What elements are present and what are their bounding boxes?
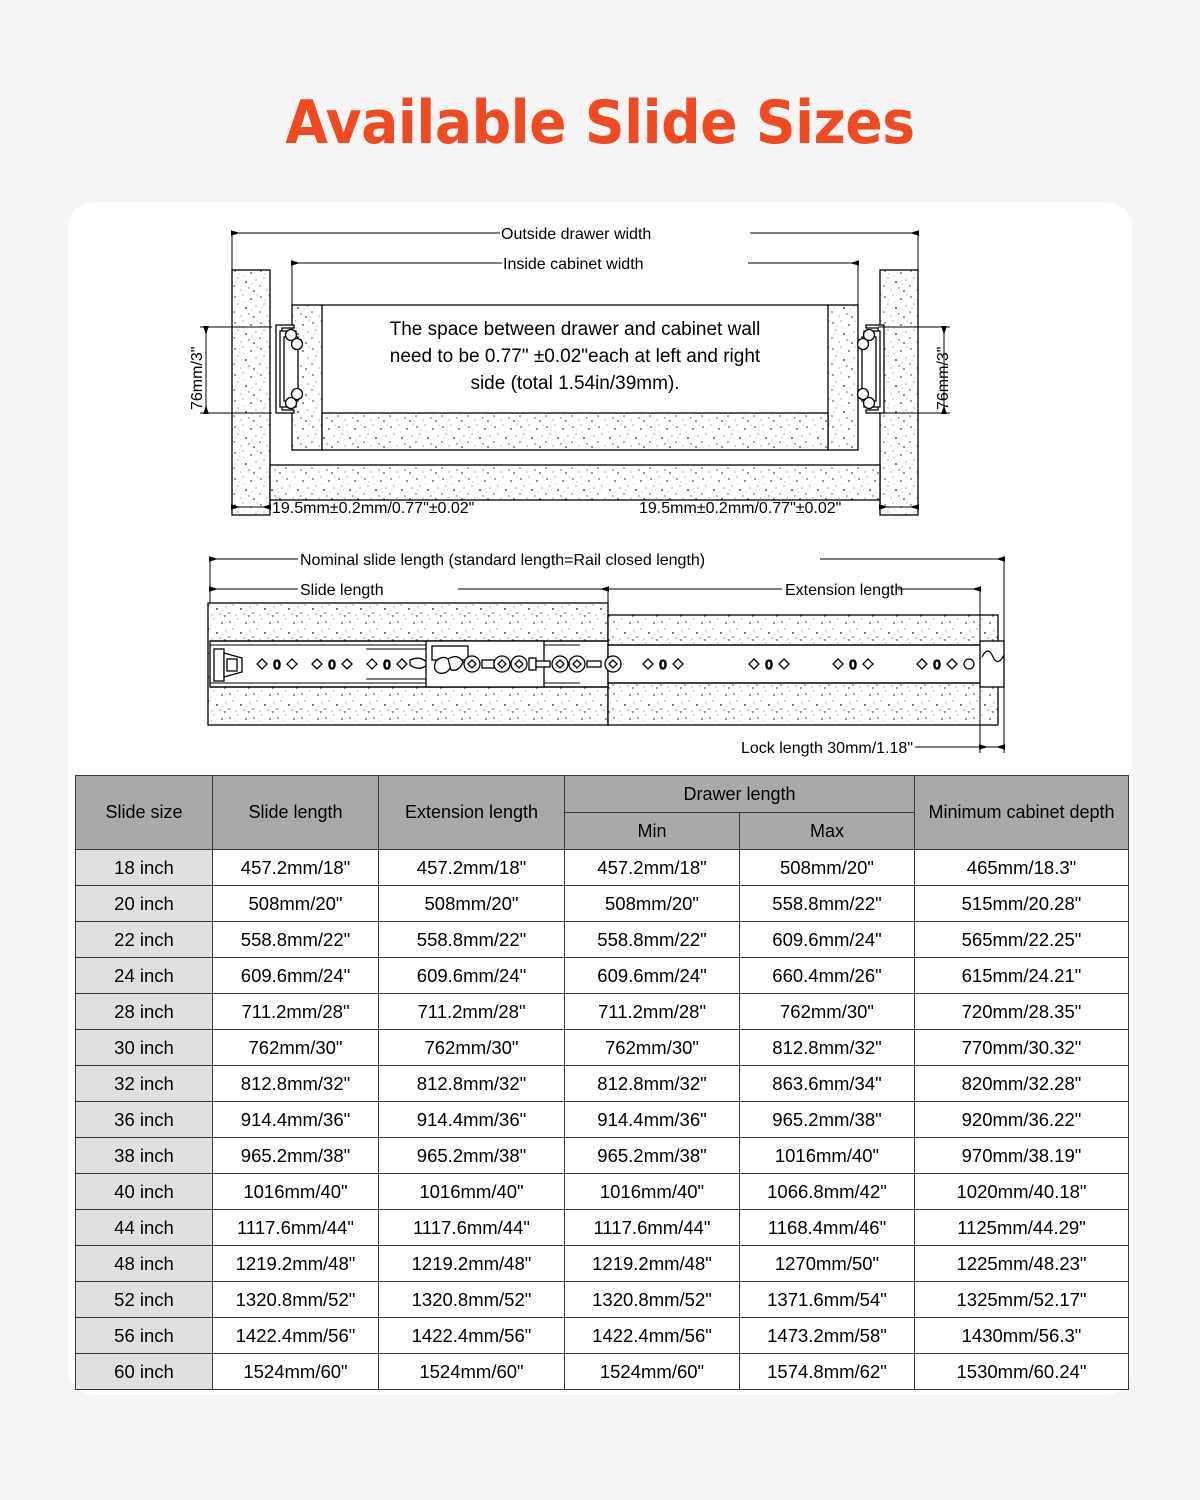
cell-drawer-length-max: 558.8mm/22" — [740, 886, 915, 922]
cell-slide-size: 60 inch — [76, 1354, 213, 1390]
cell-slide-size: 48 inch — [76, 1246, 213, 1282]
cell-minimum-cabinet-depth: 720mm/28.35" — [915, 994, 1129, 1030]
label-inside-cabinet-width: Inside cabinet width — [503, 256, 644, 273]
table-row — [76, 1102, 1129, 1138]
cell-drawer-length-max: 863.6mm/34" — [740, 1066, 915, 1102]
cell-extension-length: 457.2mm/18" — [379, 850, 565, 886]
cell-drawer-length-min: 457.2mm/18" — [565, 850, 740, 886]
cell-drawer-length-min: 609.6mm/24" — [565, 958, 740, 994]
table-row — [76, 1318, 1129, 1354]
label-nominal-slide-length: Nominal slide length (standard length=Rail closed length) — [300, 552, 706, 569]
cell-drawer-length-min: 812.8mm/32" — [565, 1066, 740, 1102]
cell-minimum-cabinet-depth: 920mm/36.22" — [915, 1102, 1129, 1138]
cell-slide-size: 18 inch — [76, 850, 213, 886]
cell-drawer-length-max: 609.6mm/24" — [740, 922, 915, 958]
svg-text:0: 0 — [659, 657, 667, 672]
cell-drawer-length-min: 1016mm/40" — [565, 1174, 740, 1210]
cell-slide-size: 24 inch — [76, 958, 213, 994]
cell-slide-size: 30 inch — [76, 1030, 213, 1066]
table-row — [76, 1138, 1129, 1174]
table-row — [76, 1210, 1129, 1246]
cell-slide-length: 1219.2mm/48" — [213, 1246, 379, 1282]
cell-drawer-length-max: 1270mm/50" — [740, 1246, 915, 1282]
label-slide-height-left: 76mm/3" — [189, 346, 206, 410]
cell-slide-length: 1016mm/40" — [213, 1174, 379, 1210]
cell-extension-length: 1422.4mm/56" — [379, 1318, 565, 1354]
cell-drawer-length-max: 1473.2mm/58" — [740, 1318, 915, 1354]
note-line-2: need to be 0.77" ±0.02"each at left and right — [389, 346, 761, 367]
cell-drawer-length-min: 1524mm/60" — [565, 1354, 740, 1390]
table-row — [76, 1174, 1129, 1210]
svg-text:0: 0 — [273, 657, 281, 672]
cell-slide-length: 1117.6mm/44" — [213, 1210, 379, 1246]
table-row — [76, 850, 1129, 886]
label-extension-length: Extension length — [785, 582, 904, 599]
cell-drawer-length-max: 508mm/20" — [740, 850, 915, 886]
svg-text:0: 0 — [383, 657, 391, 672]
cell-slide-length: 558.8mm/22" — [213, 922, 379, 958]
cell-extension-length: 1117.6mm/44" — [379, 1210, 565, 1246]
cell-drawer-length-min: 558.8mm/22" — [565, 922, 740, 958]
cell-minimum-cabinet-depth: 1530mm/60.24" — [915, 1354, 1129, 1390]
table-row — [76, 886, 1129, 922]
cell-minimum-cabinet-depth: 515mm/20.28" — [915, 886, 1129, 922]
cell-slide-length: 1320.8mm/52" — [213, 1282, 379, 1318]
col-header-slide-size: Slide size — [76, 776, 213, 850]
table-row — [76, 1030, 1129, 1066]
cell-drawer-length-min: 1422.4mm/56" — [565, 1318, 740, 1354]
cell-extension-length: 762mm/30" — [379, 1030, 565, 1066]
table-body — [76, 850, 1129, 1390]
cell-slide-length: 711.2mm/28" — [213, 994, 379, 1030]
table-head — [76, 776, 1129, 850]
cell-slide-length: 1524mm/60" — [213, 1354, 379, 1390]
cell-extension-length: 609.6mm/24" — [379, 958, 565, 994]
svg-text:0: 0 — [849, 657, 857, 672]
col-header-drawer-length: Drawer length — [565, 776, 915, 813]
cell-minimum-cabinet-depth: 1020mm/40.18" — [915, 1174, 1129, 1210]
cell-drawer-length-max: 1168.4mm/46" — [740, 1210, 915, 1246]
table-row — [76, 1246, 1129, 1282]
cell-extension-length: 914.4mm/36" — [379, 1102, 565, 1138]
cell-slide-size: 32 inch — [76, 1066, 213, 1102]
cell-slide-length: 762mm/30" — [213, 1030, 379, 1066]
svg-text:0: 0 — [765, 657, 773, 672]
cell-minimum-cabinet-depth: 1325mm/52.17" — [915, 1282, 1129, 1318]
cell-slide-size: 38 inch — [76, 1138, 213, 1174]
table-row — [76, 958, 1129, 994]
cell-extension-length: 812.8mm/32" — [379, 1066, 565, 1102]
cell-slide-length: 1422.4mm/56" — [213, 1318, 379, 1354]
cell-slide-length: 609.6mm/24" — [213, 958, 379, 994]
label-slide-length: Slide length — [300, 582, 384, 599]
cell-minimum-cabinet-depth: 465mm/18.3" — [915, 850, 1129, 886]
cell-slide-size: 40 inch — [76, 1174, 213, 1210]
cell-drawer-length-min: 1320.8mm/52" — [565, 1282, 740, 1318]
cell-drawer-length-max: 762mm/30" — [740, 994, 915, 1030]
svg-text:0: 0 — [933, 657, 941, 672]
col-header-drawer-length-max: Max — [740, 813, 915, 850]
table-row — [76, 994, 1129, 1030]
note-line-1: The space between drawer and cabinet wall — [389, 319, 761, 340]
cell-minimum-cabinet-depth: 565mm/22.25" — [915, 922, 1129, 958]
page-title: Available Slide Sizes — [285, 88, 915, 158]
cell-slide-size: 28 inch — [76, 994, 213, 1030]
cell-drawer-length-min: 508mm/20" — [565, 886, 740, 922]
cell-slide-length: 812.8mm/32" — [213, 1066, 379, 1102]
cell-slide-length: 508mm/20" — [213, 886, 379, 922]
cell-minimum-cabinet-depth: 1430mm/56.3" — [915, 1318, 1129, 1354]
col-header-slide-length: Slide length — [213, 776, 379, 850]
cell-drawer-length-min: 711.2mm/28" — [565, 994, 740, 1030]
label-clearance-left: 19.5mm±0.2mm/0.77"±0.02" — [272, 500, 475, 517]
cell-drawer-length-max: 965.2mm/38" — [740, 1102, 915, 1138]
cell-drawer-length-min: 1219.2mm/48" — [565, 1246, 740, 1282]
svg-text:0: 0 — [328, 657, 336, 672]
cell-slide-size: 36 inch — [76, 1102, 213, 1138]
cell-extension-length: 1016mm/40" — [379, 1174, 565, 1210]
drawer-cabinet-width-diagram — [180, 215, 1020, 525]
slide-size-specification-table — [75, 775, 1128, 1390]
cell-extension-length: 1524mm/60" — [379, 1354, 565, 1390]
cell-drawer-length-max: 1016mm/40" — [740, 1138, 915, 1174]
table-row — [76, 922, 1129, 958]
cell-minimum-cabinet-depth: 820mm/32.28" — [915, 1066, 1129, 1102]
cell-drawer-length-min: 1117.6mm/44" — [565, 1210, 740, 1246]
cell-extension-length: 1320.8mm/52" — [379, 1282, 565, 1318]
cell-drawer-length-min: 965.2mm/38" — [565, 1138, 740, 1174]
col-header-extension-length: Extension length — [379, 776, 565, 850]
table-row — [76, 1066, 1129, 1102]
cell-drawer-length-min: 762mm/30" — [565, 1030, 740, 1066]
table-row — [76, 1354, 1129, 1390]
col-header-drawer-length-min: Min — [565, 813, 740, 850]
cell-drawer-length-min: 914.4mm/36" — [565, 1102, 740, 1138]
cell-slide-size: 52 inch — [76, 1282, 213, 1318]
cell-extension-length: 711.2mm/28" — [379, 994, 565, 1030]
cell-drawer-length-max: 812.8mm/32" — [740, 1030, 915, 1066]
slide-length-side-view-diagram — [180, 545, 1020, 765]
cell-minimum-cabinet-depth: 615mm/24.21" — [915, 958, 1129, 994]
cell-extension-length: 508mm/20" — [379, 886, 565, 922]
note-line-3: side (total 1.54in/39mm). — [470, 373, 680, 394]
cell-minimum-cabinet-depth: 1125mm/44.29" — [915, 1210, 1129, 1246]
cell-slide-size: 56 inch — [76, 1318, 213, 1354]
label-slide-height-right: 76mm/3" — [935, 346, 952, 410]
cell-extension-length: 1219.2mm/48" — [379, 1246, 565, 1282]
col-header-minimum-cabinet-depth: Minimum cabinet depth — [915, 776, 1129, 850]
cell-drawer-length-max: 660.4mm/26" — [740, 958, 915, 994]
cell-drawer-length-max: 1371.6mm/54" — [740, 1282, 915, 1318]
label-outside-drawer-width: Outside drawer width — [501, 226, 652, 243]
cell-slide-size: 22 inch — [76, 922, 213, 958]
cell-slide-length: 457.2mm/18" — [213, 850, 379, 886]
label-clearance-right: 19.5mm±0.2mm/0.77"±0.02" — [639, 500, 842, 517]
cell-extension-length: 965.2mm/38" — [379, 1138, 565, 1174]
table-header-row-1 — [76, 776, 1129, 813]
cell-drawer-length-max: 1066.8mm/42" — [740, 1174, 915, 1210]
cell-slide-length: 965.2mm/38" — [213, 1138, 379, 1174]
cell-slide-size: 20 inch — [76, 886, 213, 922]
cell-minimum-cabinet-depth: 1225mm/48.23" — [915, 1246, 1129, 1282]
cell-slide-length: 914.4mm/36" — [213, 1102, 379, 1138]
cell-minimum-cabinet-depth: 770mm/30.32" — [915, 1030, 1129, 1066]
cell-slide-size: 44 inch — [76, 1210, 213, 1246]
cell-drawer-length-max: 1574.8mm/62" — [740, 1354, 915, 1390]
cell-minimum-cabinet-depth: 970mm/38.19" — [915, 1138, 1129, 1174]
cell-extension-length: 558.8mm/22" — [379, 922, 565, 958]
label-lock-length: Lock length 30mm/1.18" — [741, 740, 913, 757]
table-row — [76, 1282, 1129, 1318]
